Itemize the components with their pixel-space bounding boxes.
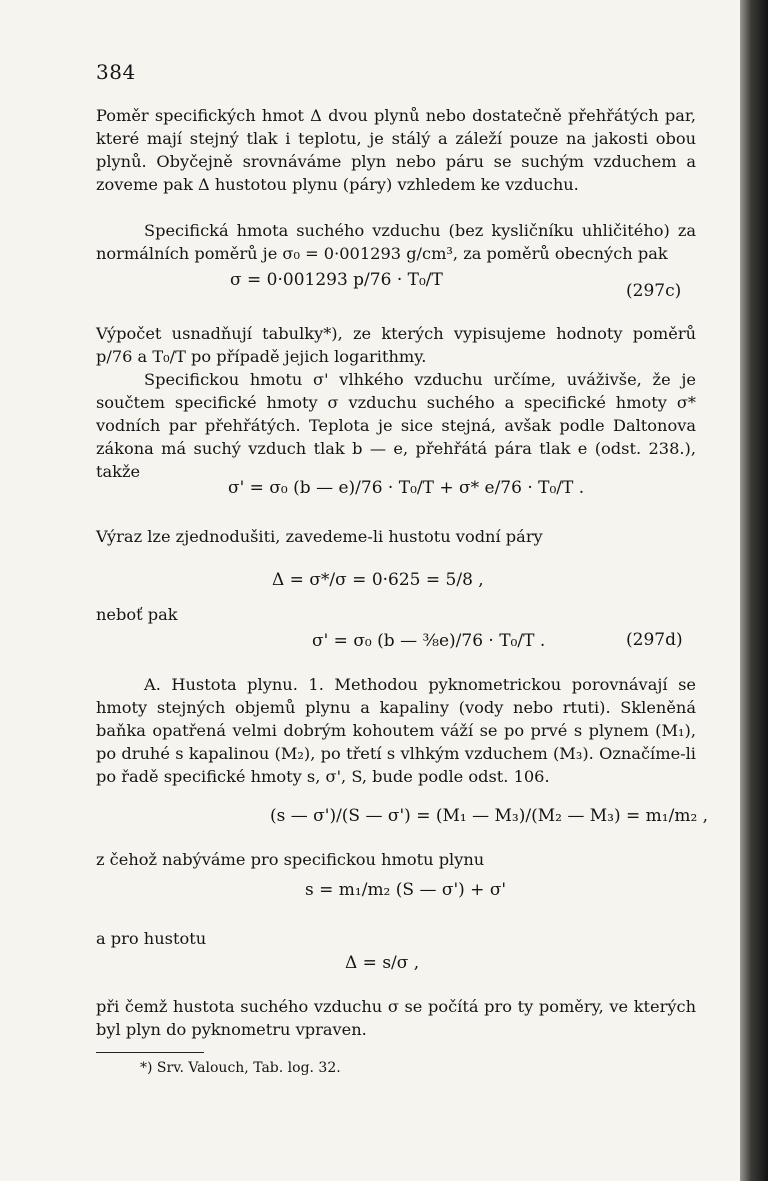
footnote-rule	[96, 1052, 204, 1053]
equation-297d: σ' = σ₀ (b — ⅜e)/76 · T₀/T .	[312, 631, 546, 651]
paragraph-gas-density: A. Hustota plynu. 1. Methodou pyknometrickou porovnávají se hmoty stejných objemů plynu a kapaliny (vody nebo rtuti). Skleněná baňka opatřená velmi dobrým kohoutem váží se po prvé s plynem (M₁), po druhé s kapalinou (M₂), po třetí s vlhkým vzduchem (M₃). Označíme-li po řadě specifické hmoty s, σ', S, bude podle odst. 106.	[96, 675, 696, 786]
paragraph-since: neboť pak	[96, 605, 178, 624]
equation-297c: σ = 0·001293 p/76 · T₀/T	[230, 270, 443, 290]
paragraph-tables: Výpočet usnadňují tabulky*), ze kterých vypisujeme hodnoty poměrů p/76 a T₀/T po případě jejich logarithmy.	[96, 324, 696, 366]
page-number: 384	[96, 60, 136, 84]
equation-delta: Δ = σ*/σ = 0·625 = 5/8 ,	[272, 570, 484, 590]
paragraph-whence: z čehož nabýváme pro specifickou hmotu plynu	[96, 850, 485, 869]
equation-label-297c: (297c)	[626, 281, 682, 301]
paragraph-moist-air: Specifickou hmotu σ' vlhkého vzduchu určíme, uváživše, že je součtem specifické hmoty σ vzduchu suchého a specifické hmoty σ* vodních par přehřátých. Teplota je sice stejná, avšak podle Daltonova zákona má suchý vzduch tlak b — e, přehřátá pára tlak e (odst. 238.), takže	[96, 370, 696, 481]
paragraph-for-density: a pro hustotu	[96, 929, 207, 948]
equation-moist-air: σ' = σ₀ (b — e)/76 · T₀/T + σ* e/76 · T₀/T .	[228, 478, 585, 498]
paragraph-dry-air: Specifická hmota suchého vzduchu (bez kysličníku uhličitého) za normálních poměrů je σ₀ = 0·001293 g/cm³, za poměrů obecných pak	[96, 221, 696, 263]
equation-mass-ratio: (s — σ')/(S — σ') = (M₁ — M₃)/(M₂ — M₃) = m₁/m₂ ,	[270, 806, 709, 826]
paragraph-simplify: Výraz lze zjednodušiti, zavedeme-li hustotu vodní páry	[96, 527, 543, 546]
equation-density: Δ = s/σ ,	[345, 953, 420, 973]
equation-specific-mass: s = m₁/m₂ (S — σ') + σ'	[305, 880, 507, 900]
paragraph-density-ratio: Poměr specifických hmot Δ dvou plynů nebo dostatečně přehřátých par, které mají stejný tlak i teplotu, je stálý a záleží pouze na jakosti obou plynů. Obyčejně srovnáváme plyn nebo páru se suchým vzduchem a zoveme pak Δ hustotou plynu (páry) vzhledem ke vzduchu.	[96, 106, 696, 194]
paragraph-dry-air-conditions: při čemž hustota suchého vzduchu σ se počítá pro ty poměry, ve kterých byl plyn do pyknometru vpraven.	[96, 997, 696, 1039]
equation-label-297d: (297d)	[626, 630, 683, 650]
book-spine-shadow	[740, 0, 768, 1181]
footnote: *) Srv. Valouch, Tab. log. 32.	[140, 1060, 341, 1076]
